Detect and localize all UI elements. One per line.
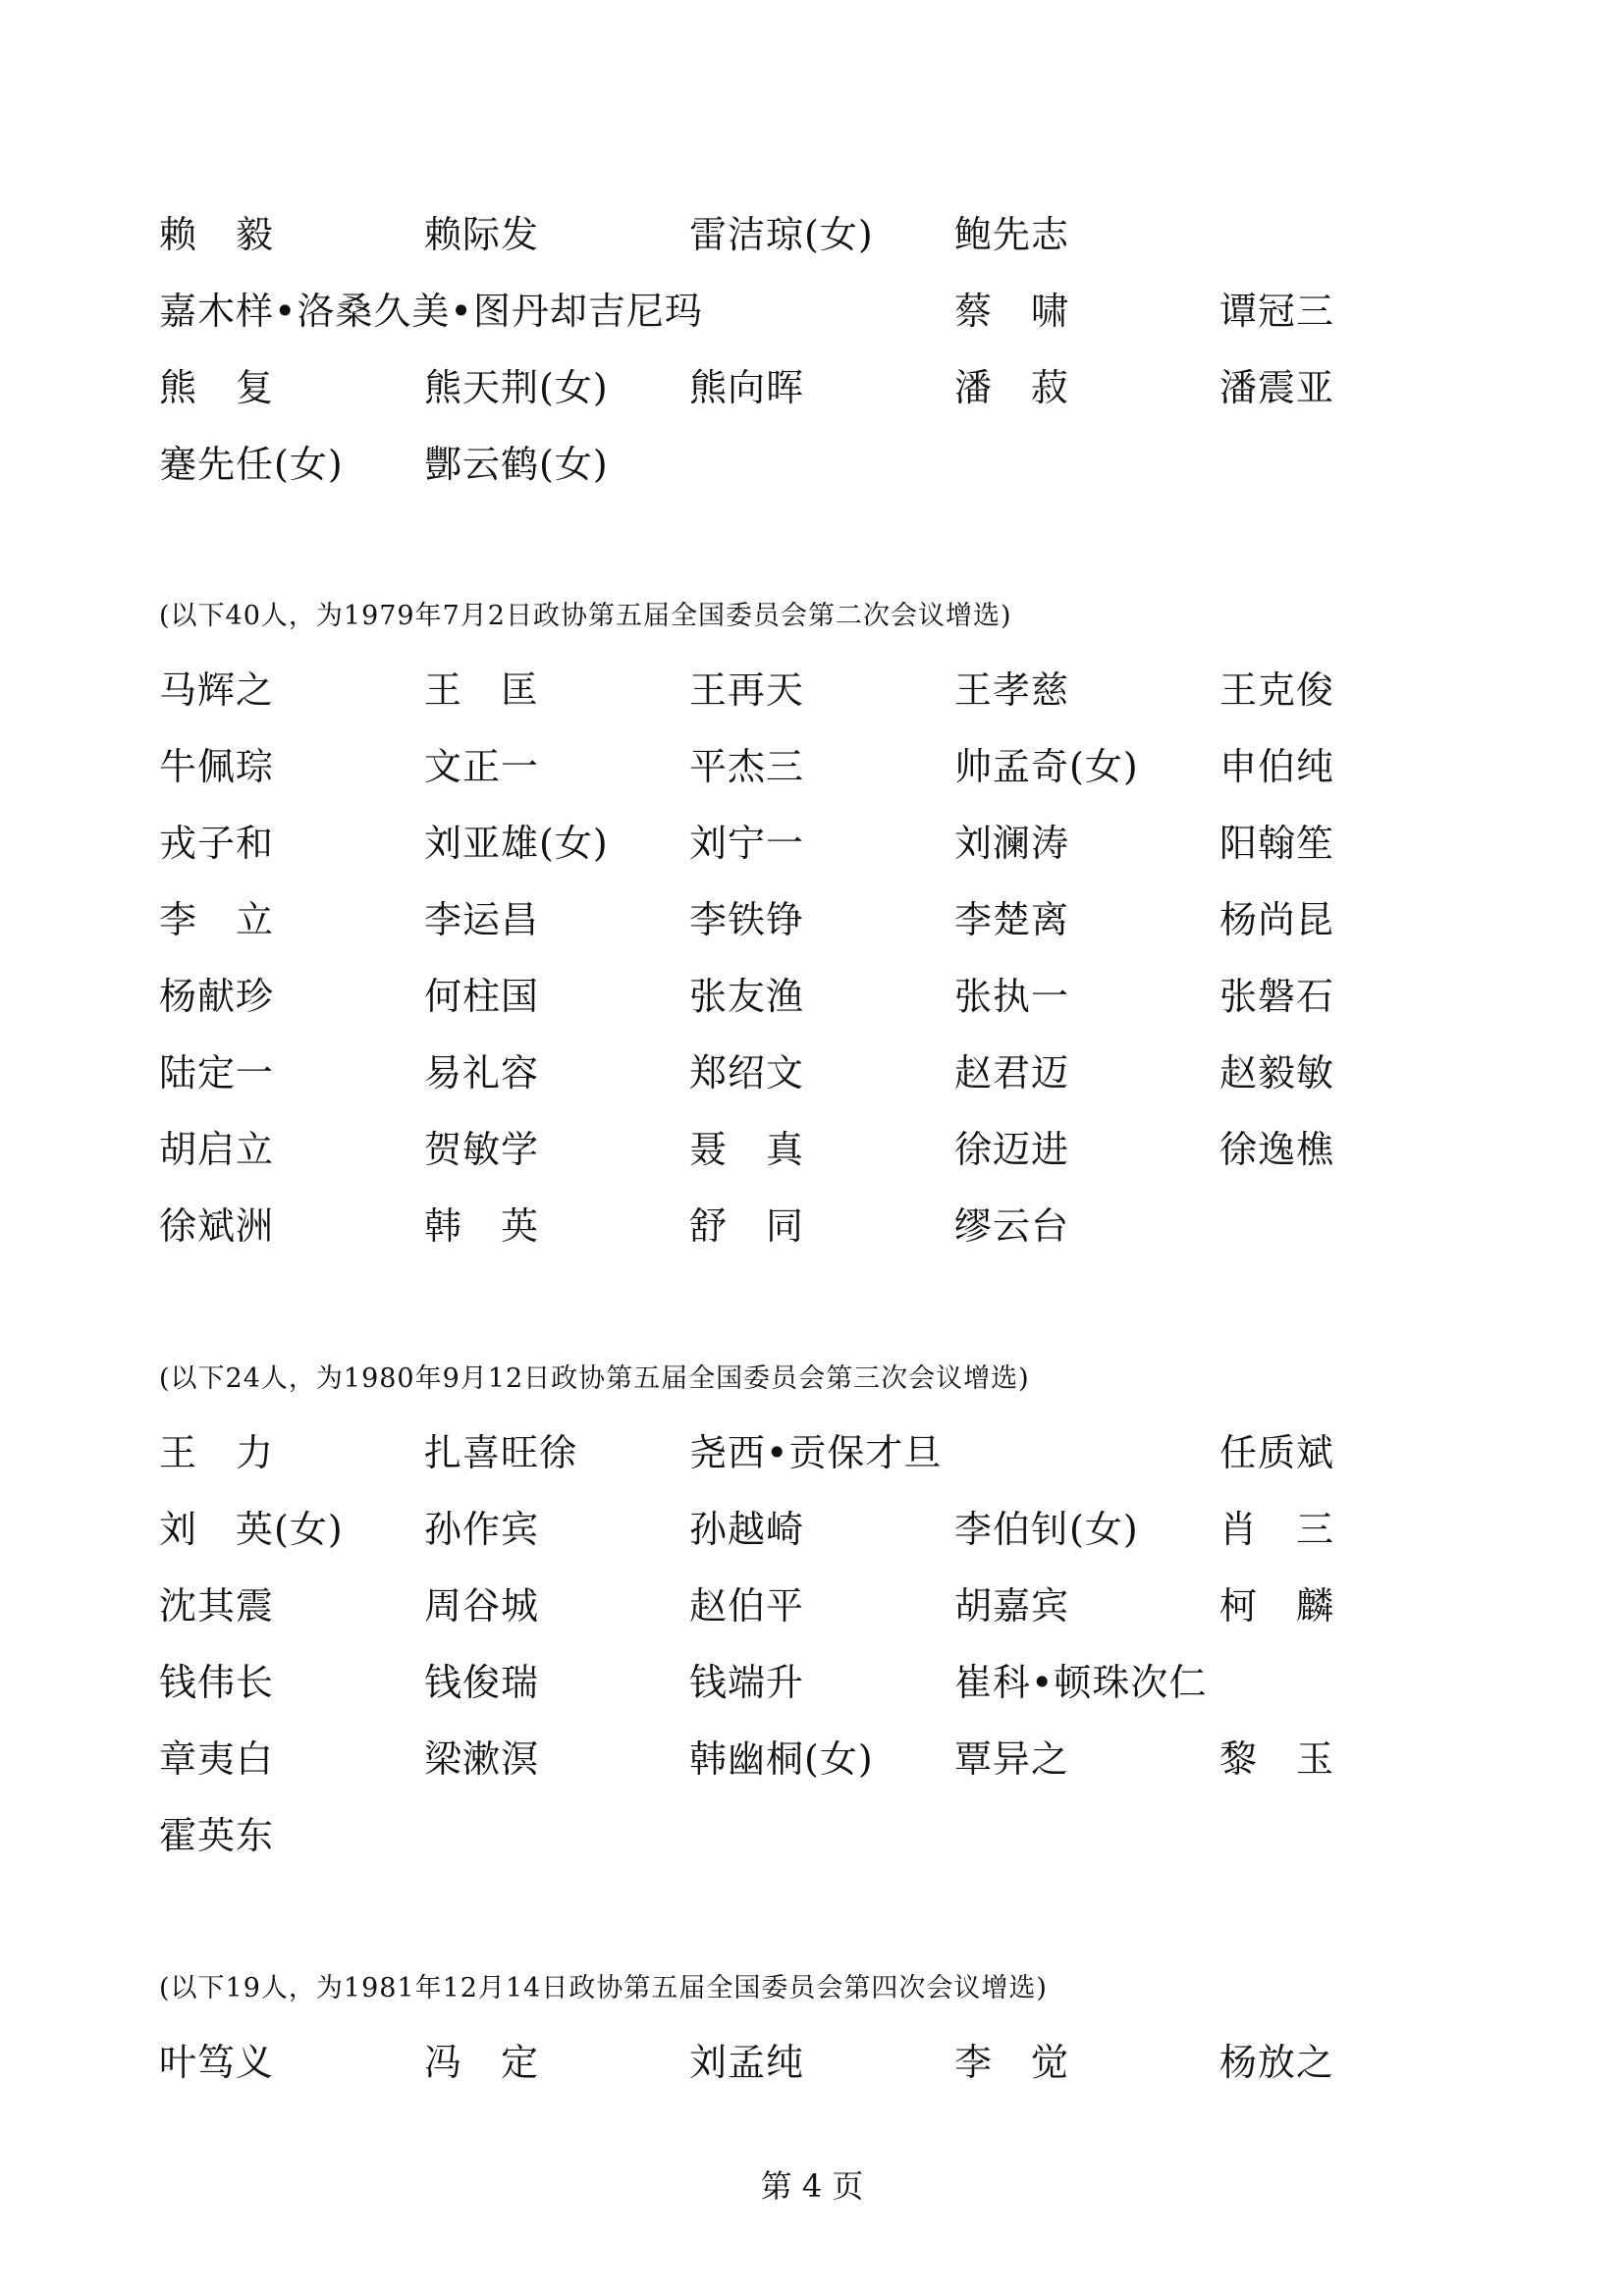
- member-name: 李 立: [159, 898, 275, 941]
- member-name: 缪云台: [954, 1204, 1070, 1248]
- page-number: 第 4 页: [760, 2167, 864, 2205]
- member-name: 潘 菽: [954, 366, 1070, 409]
- member-name: 孙越崎: [689, 1508, 805, 1551]
- member-name: 王 匡: [424, 668, 540, 712]
- member-name: 胡启立: [159, 1128, 275, 1171]
- member-name: 叶笃义: [159, 2041, 275, 2084]
- member-name: 蔡 啸: [954, 290, 1070, 333]
- name-row: [0, 1415, 1624, 1491]
- member-name: 谭冠三: [1219, 290, 1335, 333]
- member-name: 聂 真: [689, 1128, 805, 1171]
- member-name: 蹇先任(女): [159, 443, 344, 486]
- member-name: 李伯钊(女): [954, 1508, 1139, 1551]
- member-name: 贺敏学: [424, 1128, 540, 1171]
- member-name: 嘉木样•洛桑久美•图丹却吉尼玛: [159, 290, 703, 333]
- member-name: 梁漱溟: [424, 1737, 540, 1781]
- member-name: 郑绍文: [689, 1051, 805, 1095]
- member-name: 熊 复: [159, 366, 275, 409]
- member-name: 霍英东: [159, 1814, 275, 1857]
- member-name: 冯 定: [424, 2041, 540, 2084]
- member-name: 舒 同: [689, 1204, 805, 1248]
- name-row: [0, 1644, 1624, 1721]
- name-row: [0, 805, 1624, 881]
- name-row: [0, 426, 1624, 503]
- member-name: 申伯纯: [1219, 745, 1335, 788]
- name-row: [0, 273, 1624, 349]
- name-row: [0, 1568, 1624, 1644]
- member-name: 潘震亚: [1219, 366, 1335, 409]
- member-name: 李楚离: [954, 898, 1070, 941]
- member-name: 何柱国: [424, 975, 540, 1018]
- member-name: 扎喜旺徐: [424, 1431, 578, 1474]
- member-name: 李运昌: [424, 898, 540, 941]
- member-name: 陆定一: [159, 1051, 275, 1095]
- member-name: 任质斌: [1219, 1431, 1335, 1474]
- member-name: 牛佩琮: [159, 745, 275, 788]
- member-name: 杨尚昆: [1219, 898, 1335, 941]
- name-row: [0, 881, 1624, 958]
- member-name: 熊天荆(女): [424, 366, 609, 409]
- member-name: 熊向晖: [689, 366, 805, 409]
- member-name: 覃异之: [954, 1737, 1070, 1781]
- member-name: 杨放之: [1219, 2041, 1335, 2084]
- member-name: 平杰三: [689, 745, 805, 788]
- member-name: 李 觉: [954, 2041, 1070, 2084]
- member-name: 韩 英: [424, 1204, 540, 1248]
- member-name: 马辉之: [159, 668, 275, 712]
- member-name: 帅孟奇(女): [954, 745, 1139, 788]
- member-name: 尧西•贡保才旦: [689, 1431, 943, 1474]
- member-name: 赵伯平: [689, 1584, 805, 1628]
- member-name: 柯 麟: [1219, 1584, 1335, 1628]
- member-name: 王克俊: [1219, 668, 1335, 712]
- member-name: 徐迈进: [954, 1128, 1070, 1171]
- name-row: [0, 1797, 1624, 1874]
- section-heading: (以下40人，为1979年7月2日政协第五届全国委员会第二次会议增选): [159, 601, 1012, 631]
- name-row: [0, 1721, 1624, 1797]
- member-name: 赖际发: [424, 213, 540, 256]
- name-row: [0, 196, 1624, 273]
- member-name: 王再天: [689, 668, 805, 712]
- member-name: 张执一: [954, 975, 1070, 1018]
- member-name: 文正一: [424, 745, 540, 788]
- member-name: 赖 毅: [159, 213, 275, 256]
- name-row: [0, 1188, 1624, 1264]
- name-row: [0, 958, 1624, 1035]
- name-row: [0, 2024, 1624, 2101]
- member-name: 黎 玉: [1219, 1737, 1335, 1781]
- member-name: 韩幽桐(女): [689, 1737, 874, 1781]
- name-row: [0, 1035, 1624, 1111]
- member-name: 鲍先志: [954, 213, 1070, 256]
- member-name: 刘宁一: [689, 822, 805, 865]
- section-heading: (以下19人，为1981年12月14日政协第五届全国委员会第四次会议增选): [159, 1973, 1048, 2003]
- member-name: 赵毅敏: [1219, 1051, 1335, 1095]
- member-name: 钱伟长: [159, 1661, 275, 1704]
- member-name: 张友渔: [689, 975, 805, 1018]
- member-name: 周谷城: [424, 1584, 540, 1628]
- member-name: 赵君迈: [954, 1051, 1070, 1095]
- name-row: [0, 652, 1624, 728]
- member-name: 徐斌洲: [159, 1204, 275, 1248]
- member-name: 胡嘉宾: [954, 1584, 1070, 1628]
- name-row: [0, 1111, 1624, 1188]
- member-name: 孙作宾: [424, 1508, 540, 1551]
- member-name: 刘孟纯: [689, 2041, 805, 2084]
- member-name: 章夷白: [159, 1737, 275, 1781]
- member-name: 酆云鹤(女): [424, 443, 609, 486]
- name-row: [0, 1491, 1624, 1568]
- member-name: 阳翰笙: [1219, 822, 1335, 865]
- member-name: 钱俊瑞: [424, 1661, 540, 1704]
- member-name: 刘澜涛: [954, 822, 1070, 865]
- member-name: 戎子和: [159, 822, 275, 865]
- member-name: 徐逸樵: [1219, 1128, 1335, 1171]
- member-name: 王孝慈: [954, 668, 1070, 712]
- member-name: 王 力: [159, 1431, 275, 1474]
- member-name: 雷洁琼(女): [689, 213, 874, 256]
- member-name: 张磐石: [1219, 975, 1335, 1018]
- member-name: 肖 三: [1219, 1508, 1335, 1551]
- name-row: [0, 728, 1624, 805]
- member-name: 李铁铮: [689, 898, 805, 941]
- member-name: 易礼容: [424, 1051, 540, 1095]
- section-heading: (以下24人，为1980年9月12日政协第五届全国委员会第三次会议增选): [159, 1363, 1030, 1394]
- member-name: 刘 英(女): [159, 1508, 344, 1551]
- member-name: 沈其震: [159, 1584, 275, 1628]
- member-name: 杨献珍: [159, 975, 275, 1018]
- name-row: [0, 349, 1624, 426]
- member-name: 刘亚雄(女): [424, 822, 609, 865]
- member-name: 崔科•顿珠次仁: [954, 1661, 1208, 1704]
- member-name: 钱端升: [689, 1661, 805, 1704]
